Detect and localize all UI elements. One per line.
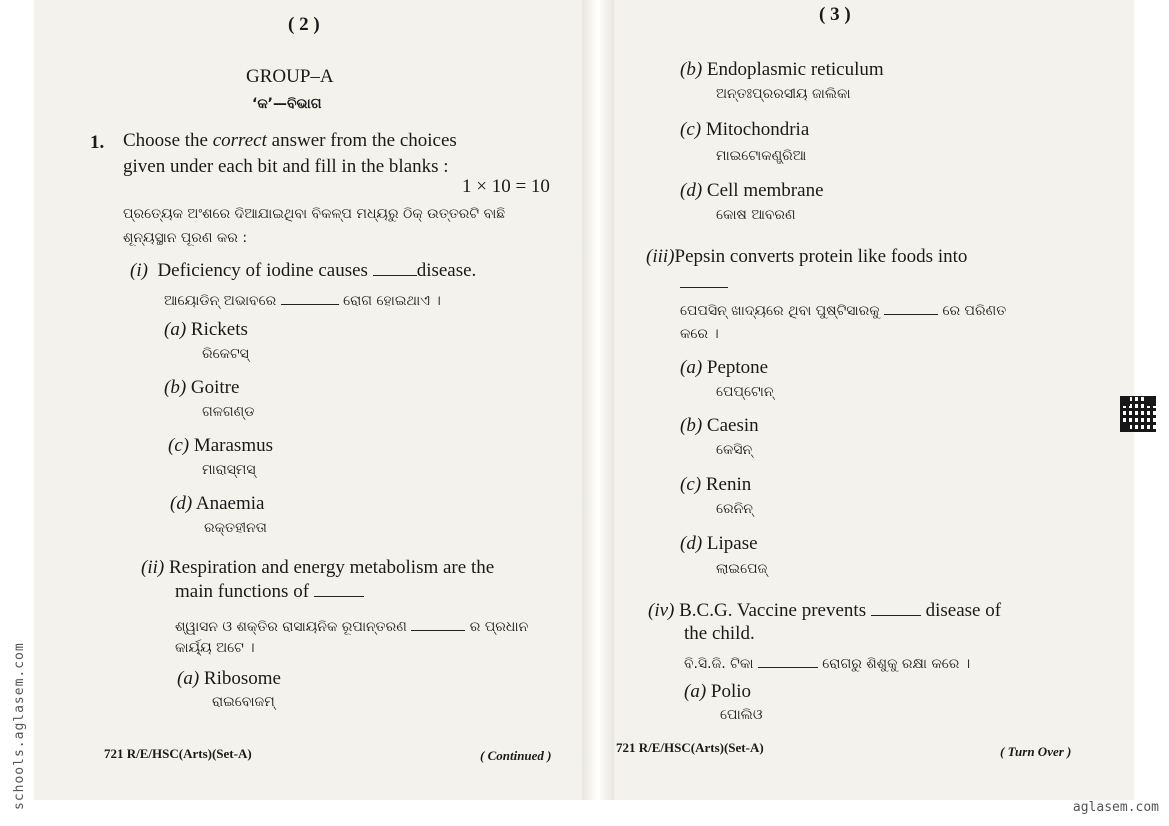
footer-code: 721 R/E/HSC(Arts)(Set-A) bbox=[616, 740, 764, 755]
answer-blank bbox=[411, 616, 465, 631]
option-ii-a-odia: ରାଇବୋଜମ୍ bbox=[212, 694, 275, 710]
option-iii-b-odia: କେସିନ୍ bbox=[716, 442, 753, 458]
question-ii: (ii) Respiration and energy metabolism are the bbox=[141, 557, 495, 578]
corner-watermark: aglasem.com bbox=[1072, 800, 1159, 815]
option-ii-a: (a) Ribosome bbox=[177, 668, 281, 689]
question-iv: (iv) B.C.G. Vaccine prevents disease of bbox=[648, 600, 1002, 621]
qr-code-icon bbox=[1120, 396, 1156, 432]
group-title: GROUP–A bbox=[246, 66, 334, 87]
instruction-line-1: Choose the correct answer from the choices bbox=[123, 130, 457, 151]
question-iii: (iii)Pepsin converts protein like foods into bbox=[646, 246, 968, 267]
marks: 1 × 10 = 10 bbox=[462, 176, 550, 197]
exam-sheet bbox=[34, 0, 1134, 800]
answer-blank bbox=[884, 300, 938, 315]
answer-blank bbox=[281, 290, 339, 305]
right-page bbox=[614, 0, 1134, 800]
answer-blank bbox=[680, 273, 728, 288]
option-i-c: (c) Marasmus bbox=[168, 435, 273, 456]
question-iv-odia: ବି.ସି.ଜି. ଟିକା ରୋଗରୁ ଶିଶୁକୁ ରକ୍ଷା କରେ । bbox=[684, 653, 970, 672]
question-number: 1. bbox=[90, 132, 105, 153]
footer-note: ( Turn Over ) bbox=[1000, 744, 1072, 759]
question-ii-odia-line-2: କାର୍ୟ୍ୟ ଅଟେ । bbox=[175, 640, 255, 656]
question-iii-odia-line-2: କରେ । bbox=[680, 326, 719, 342]
option-ii-c: (c) Mitochondria bbox=[680, 119, 810, 140]
option-iii-b: (b) Caesin bbox=[680, 415, 759, 436]
option-i-b-odia: ଗଳଗଣ୍ଡ bbox=[202, 404, 255, 420]
option-ii-d-odia: କୋଷ ଆବରଣ bbox=[716, 207, 796, 223]
option-i-c-odia: ମାରାସ୍ମସ୍ bbox=[202, 462, 256, 478]
group-title-odia: ‘କ’—ବିଭାଗ bbox=[252, 96, 322, 112]
option-i-d-odia: ରକ୍ତହୀନତା bbox=[204, 520, 267, 536]
option-iii-a: (a) Peptone bbox=[680, 357, 769, 378]
side-watermark: schools.aglasem.com bbox=[12, 642, 27, 810]
question-iv-line-2: the child. bbox=[684, 623, 755, 644]
option-ii-c-odia: ମାଇଟୋକଣ୍ଡ୍ରିଆ bbox=[716, 148, 807, 164]
left-page bbox=[34, 0, 582, 800]
page-gutter bbox=[582, 0, 614, 800]
option-iv-a: (a) Polio bbox=[684, 681, 752, 702]
option-iii-c-odia: ରେନିନ୍ bbox=[716, 501, 753, 517]
answer-blank bbox=[373, 261, 417, 276]
footer-code: 721 R/E/HSC(Arts)(Set-A) bbox=[104, 746, 252, 761]
option-i-b: (b) Goitre bbox=[164, 377, 240, 398]
option-ii-b-odia: ଅନ୍ତଃପ୍ରରସୀୟ ଜାଲିକା bbox=[716, 86, 851, 102]
page-number: ( 2 ) bbox=[288, 14, 320, 35]
question-iii-odia: ପେପସିନ୍ ଖାଦ୍ୟରେ ଥିବା ପୁଷ୍ଟିସାରକୁ ରେ ପରିଣତ bbox=[680, 300, 1006, 319]
answer-blank bbox=[758, 653, 818, 668]
answer-blank bbox=[871, 601, 921, 616]
option-iii-d: (d) Lipase bbox=[680, 533, 758, 554]
option-ii-b: (b) Endoplasmic reticulum bbox=[680, 59, 884, 80]
instruction-odia-line-1: ପ୍ରତ୍ୟେକ ଅଂଶରେ ଦିଆଯାଇଥିବା ବିକଳ୍ପ ମଧ୍ୟରୁ ଠିକ୍ ଉତ୍ତରଟି ବାଛି bbox=[123, 206, 506, 222]
option-iii-a-odia: ପେପ୍ଟୋନ୍ bbox=[716, 384, 774, 400]
question-i-odia: ଆୟୋଡିନ୍ ଅଭାବରେ ରୋଗ ହୋଇଥାଏ । bbox=[164, 290, 441, 309]
answer-blank bbox=[314, 582, 364, 597]
question-ii-line-2: main functions of bbox=[175, 581, 364, 603]
footer-note: ( Continued ) bbox=[480, 748, 552, 763]
instruction-odia-line-2: ଶୂନ୍ୟସ୍ଥାନ ପୂରଣ କର : bbox=[123, 230, 248, 246]
option-ii-d: (d) Cell membrane bbox=[680, 180, 824, 201]
option-i-d: (d) Anaemia bbox=[170, 493, 265, 514]
question-ii-odia: ଶ୍ୱାସନ ଓ ଶକ୍ତିର ରାସାୟନିକ ରୂପାନ୍ତରଣ ର ପ୍ରଧାନ bbox=[175, 616, 528, 635]
instruction-line-2: given under each bit and fill in the blanks : bbox=[123, 156, 449, 177]
question-i: (i) Deficiency of iodine causes disease. bbox=[130, 260, 477, 281]
page-number: ( 3 ) bbox=[819, 4, 851, 25]
option-iii-d-odia: ଲାଇପେଜ୍ bbox=[716, 561, 768, 577]
option-iii-c: (c) Renin bbox=[680, 474, 752, 495]
question-iii-blank bbox=[680, 272, 728, 294]
option-iv-a-odia: ପୋଲିଓ bbox=[720, 707, 763, 723]
option-i-a-odia: ରିକେଟସ୍ bbox=[202, 346, 249, 362]
option-i-a: (a) Rickets bbox=[164, 319, 248, 340]
